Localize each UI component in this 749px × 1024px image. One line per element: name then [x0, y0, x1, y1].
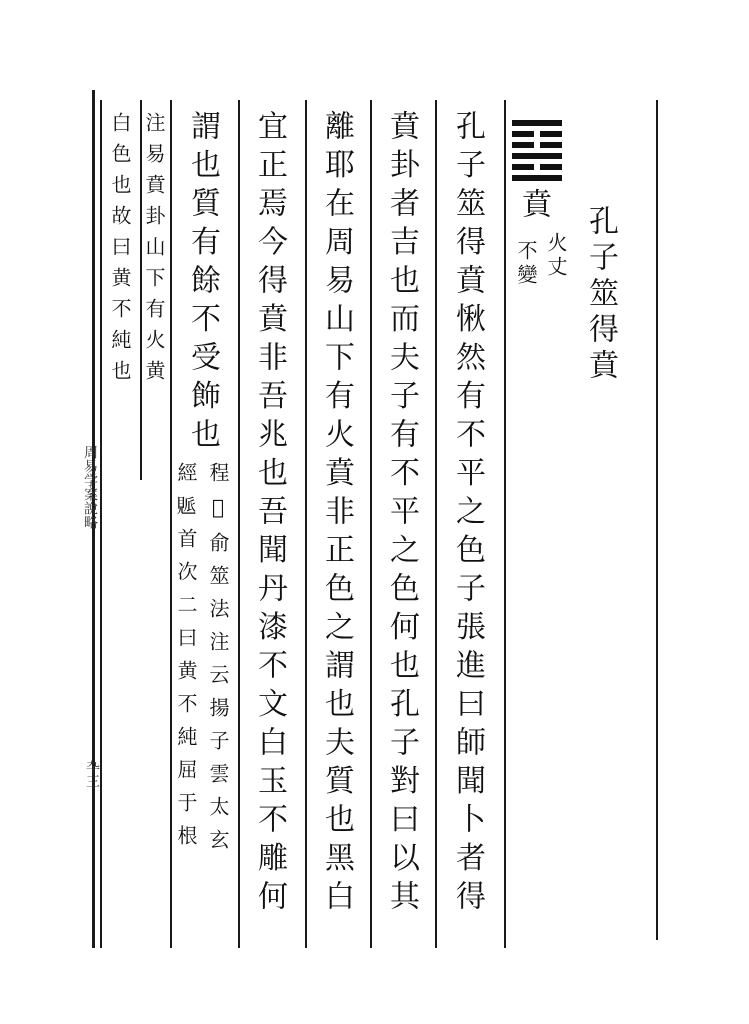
- main-text-column-5: 謂也質有餘不受飾也: [185, 110, 220, 457]
- hexagram-line: [512, 164, 562, 170]
- hexagram-line: [512, 175, 562, 181]
- main-text-column-2: 賁卦者吉也而夫子有不平之色何也孔子對曰以其: [384, 110, 419, 919]
- column-rule-1: [504, 100, 506, 948]
- commentary-line-1: 程𦚾俞筮法注云揚子雲太玄: [206, 462, 230, 862]
- section-title: 孔子筮得賁: [583, 205, 618, 385]
- hexagram-symbol: [512, 120, 562, 186]
- column-rule-4: [305, 100, 307, 948]
- main-text-column-4: 宜正焉今得賁非吾兆也吾聞丹漆不文白玉不雕何: [252, 110, 287, 919]
- gutter-rule: [100, 100, 102, 948]
- commentary-line-2: 經𧡒首次二曰黄不純屈于根: [174, 462, 198, 858]
- margin-book-title: 周易学案說略: [82, 445, 98, 529]
- hexagram-name: 賁: [516, 188, 551, 227]
- hexagram-note-left: 不變: [514, 240, 538, 288]
- hexagram-line: [512, 120, 562, 126]
- main-text-column-1: 孔子筮得賁愀然有不平之色子張進曰師聞卜者得: [450, 110, 485, 919]
- hexagram-line: [512, 131, 562, 137]
- hexagram-line: [512, 142, 562, 148]
- main-text-column-3: 離耶在周易山下有火賁非正色之謂也夫質也黑白: [319, 110, 354, 919]
- column-rule-2: [435, 100, 437, 948]
- hexagram-note-right: 火丈: [544, 232, 568, 280]
- note-column-1: 注易賁卦山下有火黄: [142, 112, 166, 391]
- column-rule-3: [370, 100, 372, 948]
- note-column-2: 白色也故曰黄不純也: [108, 112, 132, 391]
- outer-border-right: [656, 100, 658, 940]
- column-rule-5: [238, 100, 240, 948]
- column-rule-6: [170, 100, 172, 948]
- margin-page-number: 卆三: [84, 760, 100, 788]
- hexagram-line: [512, 153, 562, 159]
